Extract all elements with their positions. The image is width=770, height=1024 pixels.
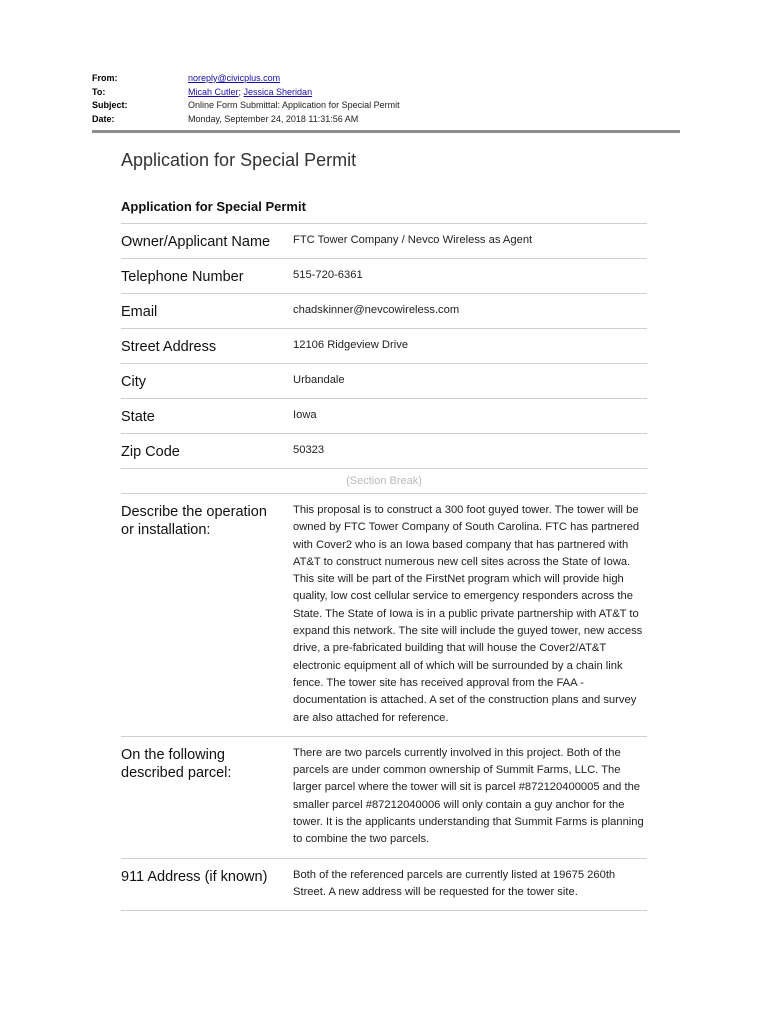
date-value: Monday, September 24, 2018 11:31:56 AM bbox=[188, 113, 359, 124]
field-label: City bbox=[121, 374, 146, 390]
field-value: Urbandale bbox=[293, 374, 345, 386]
subject-row bbox=[92, 99, 400, 113]
field-value: Both of the referenced parcels are currently listed at 19675 260th Street. A new address will be requested for the tower site. bbox=[293, 868, 616, 898]
section-break: (Section Break) bbox=[121, 469, 647, 494]
field-label bbox=[121, 502, 293, 727]
to-label: To: bbox=[92, 86, 106, 97]
field-value: There are two parcels currently involved in this project. Both of the parcels are under common ownership of Summit Farms, LLC. The larger parcel where the tower will sit is parcel #872120400005 and the smaller parcel #87212040006 will only contain a guy anchor for the tower. It is the applicants understanding that Summit Farms is planning to combine the two parcels. bbox=[293, 746, 644, 846]
label-line: On the following bbox=[121, 746, 225, 763]
label-line: or installation: bbox=[121, 522, 211, 538]
to-row bbox=[92, 86, 400, 100]
header-divider bbox=[92, 130, 680, 133]
email-header bbox=[92, 72, 400, 126]
field-value: 515-720-6361 bbox=[293, 269, 363, 281]
field-label: Street Address bbox=[121, 339, 217, 355]
field-value: Iowa bbox=[293, 409, 317, 421]
form-title: Application for Special Permit bbox=[121, 199, 306, 214]
field-label: Telephone Number bbox=[121, 269, 244, 285]
field-value: chadskinner@nevcowireless.com bbox=[293, 304, 460, 316]
from-email-link[interactable]: noreply@civicplus.com bbox=[188, 73, 281, 83]
field-label: 911 Address (if known) bbox=[121, 868, 268, 885]
table-row bbox=[121, 364, 647, 399]
recipient-link-jessica[interactable]: Jessica Sheridan bbox=[243, 86, 313, 97]
field-label bbox=[121, 745, 293, 849]
table-row bbox=[121, 859, 647, 912]
field-value: 12106 Ridgeview Drive bbox=[293, 339, 409, 351]
label-line: described parcel: bbox=[121, 764, 232, 781]
field-label: State bbox=[121, 409, 155, 425]
table-row bbox=[121, 224, 647, 259]
field-label: Zip Code bbox=[121, 444, 180, 460]
date-label: Date: bbox=[92, 113, 115, 124]
table-row bbox=[121, 434, 647, 469]
subject-value: Online Form Submittal: Application for Special Permit bbox=[188, 100, 400, 110]
field-label: Owner/Applicant Name bbox=[121, 234, 271, 250]
table-row bbox=[121, 737, 647, 859]
field-value: 50323 bbox=[293, 444, 325, 456]
table-row bbox=[121, 494, 647, 737]
table-row bbox=[121, 294, 647, 329]
date-row bbox=[92, 113, 400, 127]
from-label: From: bbox=[92, 73, 118, 83]
table-row bbox=[121, 259, 647, 294]
label-line: Describe the operation bbox=[121, 504, 267, 520]
subject-label: Subject: bbox=[92, 100, 128, 110]
form-table bbox=[121, 223, 647, 911]
page-title: Application for Special Permit bbox=[121, 150, 357, 170]
field-value: FTC Tower Company / Nevco Wireless as Agent bbox=[293, 234, 533, 246]
field-label: Email bbox=[121, 304, 158, 320]
table-row bbox=[121, 399, 647, 434]
recipient-separator: ; bbox=[238, 86, 244, 97]
recipient-link-micah[interactable]: Micah Cutler bbox=[188, 86, 239, 97]
from-row bbox=[92, 72, 400, 86]
table-row bbox=[121, 329, 647, 364]
field-value: This proposal is to construct a 300 foot guyed tower. The tower will be owned by FTC Tower Company of South Carolina. FTC has partnered with Cover2 who is an Iowa based company that has partnered with AT&T to construct numerous new cell sites across the State of Iowa. This site will be part of the FirstNet program which will provide high quality, low cost cellular service to emergency responders across the State. The State of Iowa is in a public private partnership with AT&T to expand this network. The site will include the guyed tower, new access drive, a pre-fabricated building that will house the Cover2/AT&T electronic equipment all of which will be surrounded by a chain link fence. The tower site has received approval from the FAA - documentation is attached. A set of the construction plans and survey are also attached for reference. bbox=[293, 504, 643, 724]
